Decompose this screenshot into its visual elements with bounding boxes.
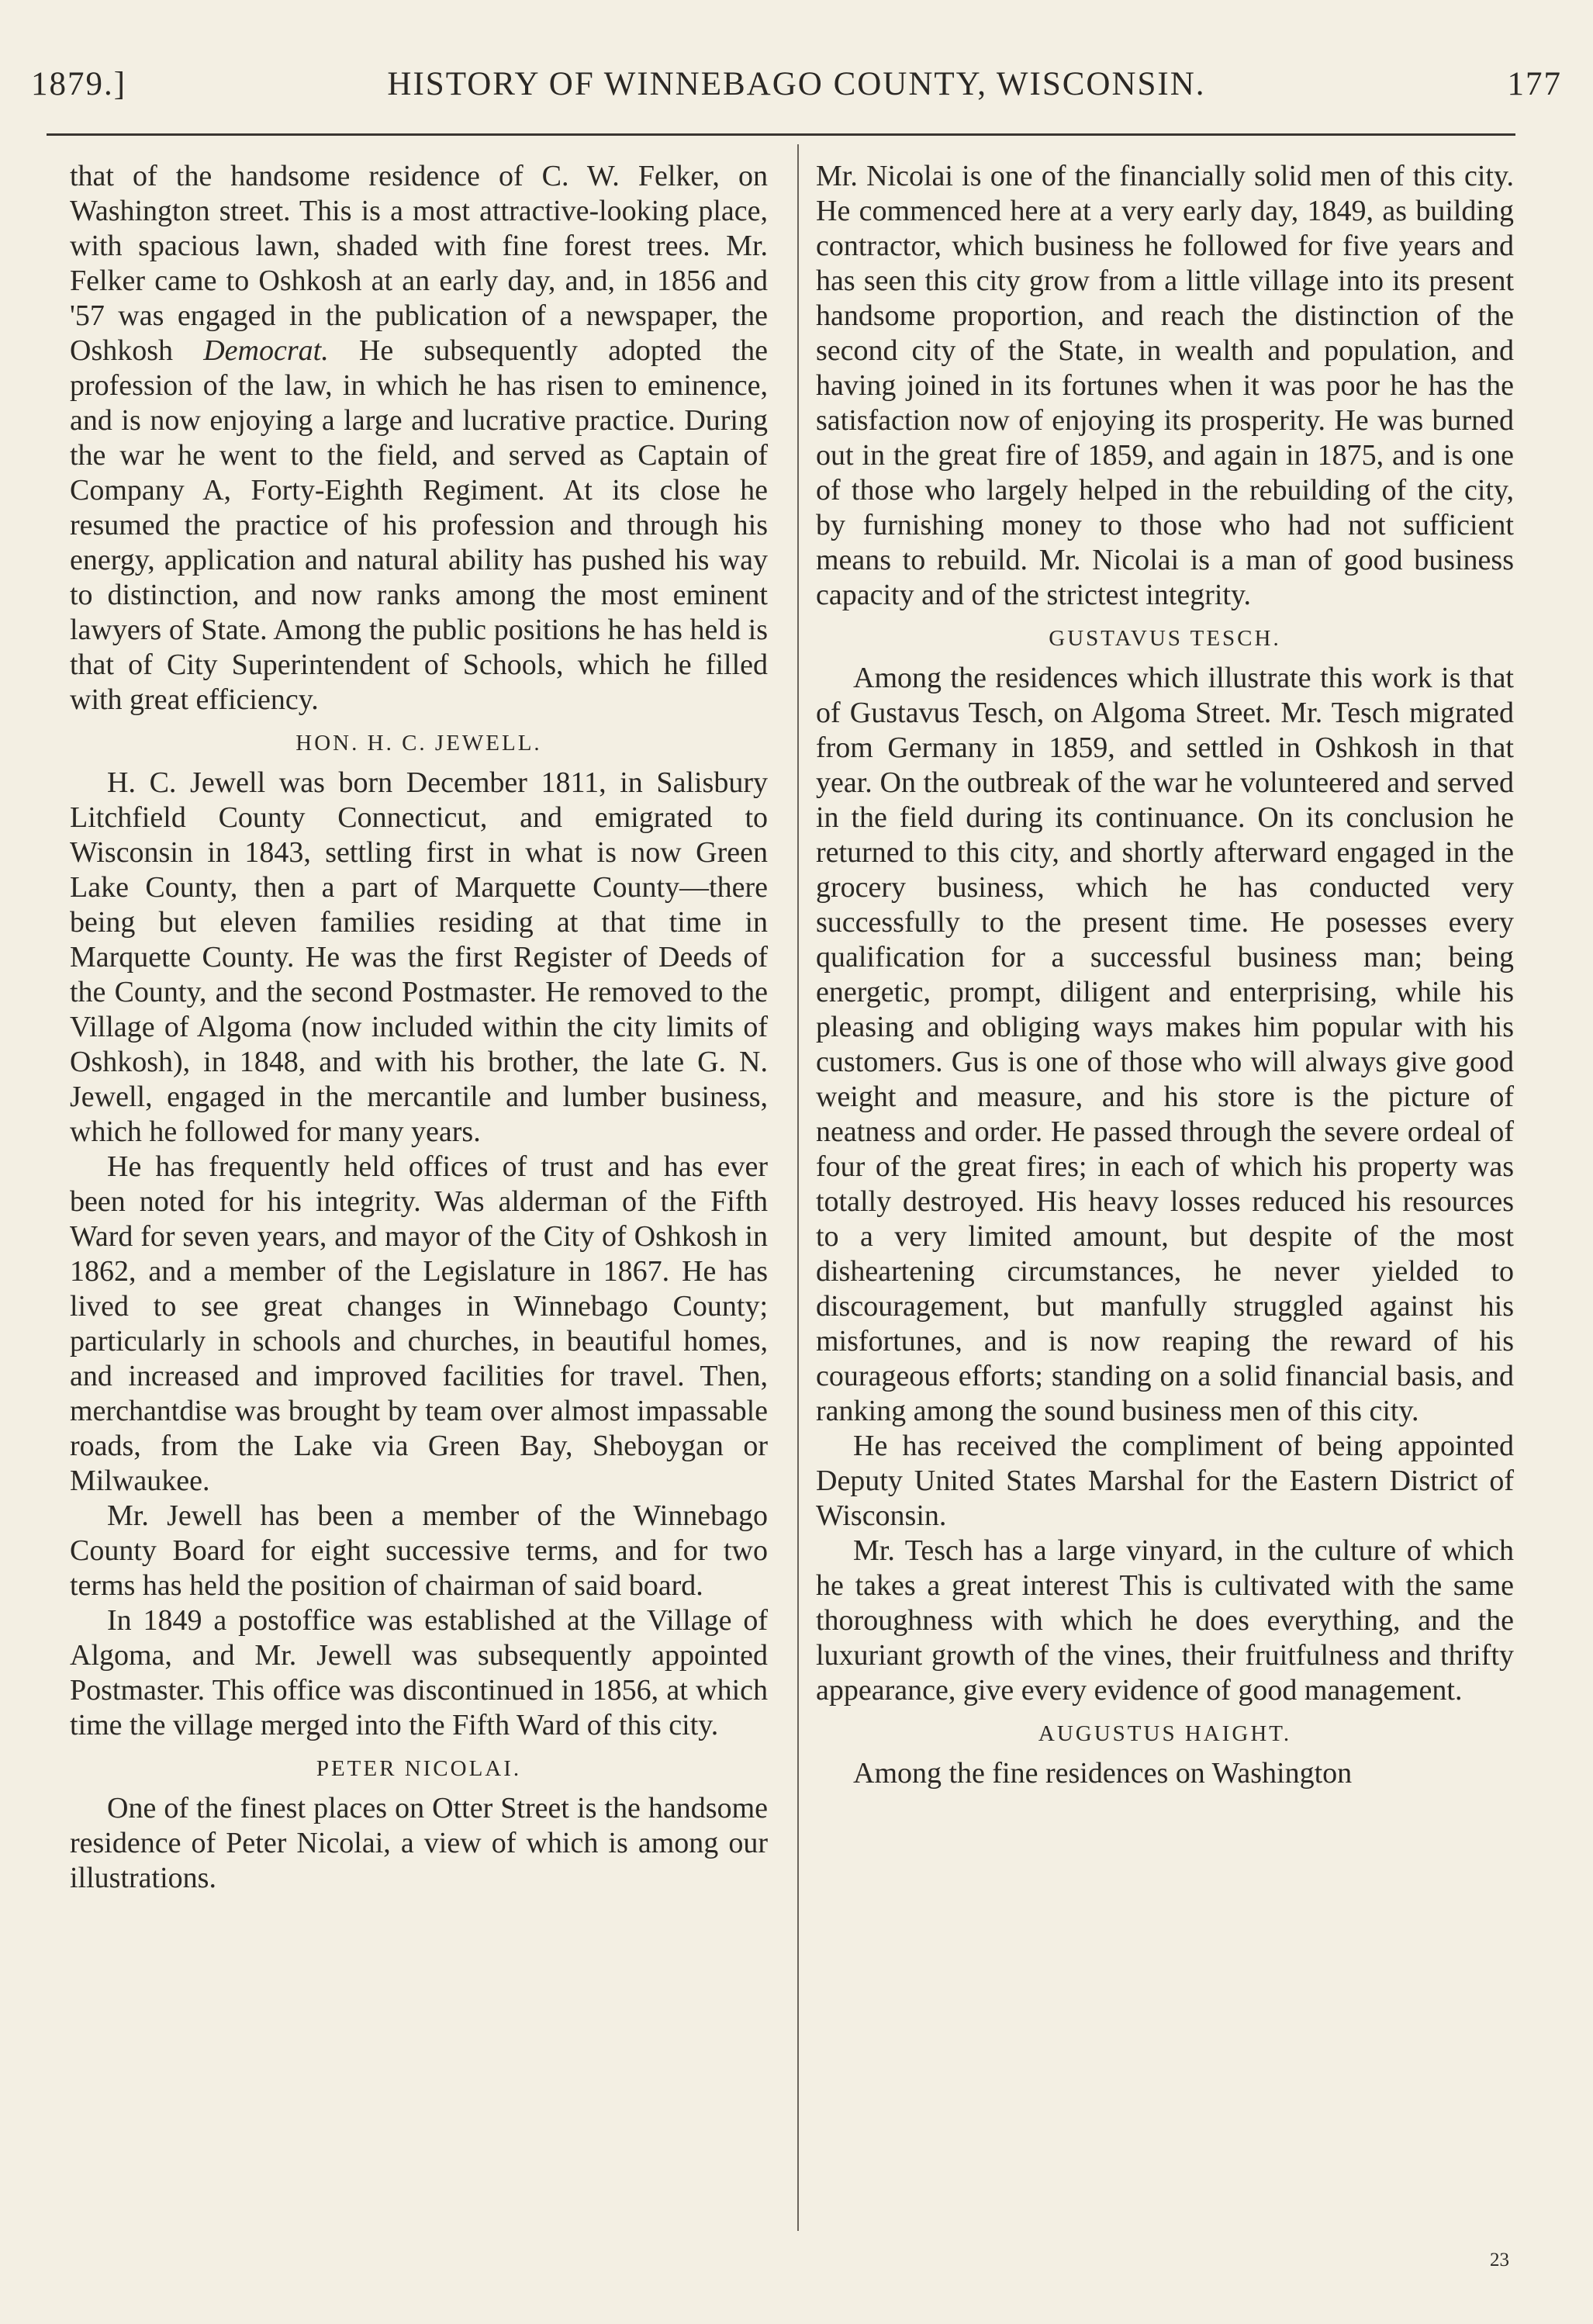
newspaper-title: Democrat.: [203, 334, 329, 367]
felker-paragraph: that of the handsome residence of C. W. Felker, on Washington street. This is a most attractive-looking place, with spacious lawn, shaded with fine forest trees. Mr. Felker came to Oshkosh at an early day, and, in 1856 and '57 was engaged in the publication of a newspaper, the Oshkosh Democrat. He subsequently adopted the profession of the law, in which he has risen to eminence, and is now enjoying a large and lucrative practice. During the war he went to the field, and served as Captain of Company A, Forty-Eighth Regiment. At its close he resumed the practice of his profession and through his energy, application and natural ability has pushed his way to distinction, and now ranks among the most eminent lawyers of State. Among the public positions he has held is that of City Superintendent of Schools, which he filled with great efficiency.: [70, 160, 768, 716]
jewell-paragraph-2: He has frequently held offices of trust and has ever been noted for his integrity. Was alderman of the Fifth Ward for seven years, and mayor of the City of Oshkosh in 1862, and a member of the Legislature in 1867. He has lived to see great changes in Winnebago County; particularly in schools and churches, in beautiful homes, and increased and improved facilities for travel. Then, merchantdise was brought by team over almost impassable roads, from the Lake via Green Bay, Sheboygan or Milwaukee.: [70, 1150, 768, 1497]
column-divider: [797, 144, 799, 2231]
section-heading-tesch: GUSTAVUS TESCH.: [1049, 626, 1281, 651]
header-rule: [47, 133, 1515, 136]
jewell-paragraph-3: Mr. Jewell has been a member of the Winnebago County Board for eight successive terms, and for two terms has held the position of chairman of said board.: [70, 1499, 768, 1602]
header-title: HISTORY OF WINNEBAGO COUNTY, WISCONSIN.: [387, 66, 1206, 102]
header-year: 1879.]: [31, 66, 127, 102]
running-head: [31, 65, 1562, 112]
tesch-paragraph-3: Mr. Tesch has a large vinyard, in the culture of which he takes a great interest This is cultivated with the same thoroughness with which he does everything, and the luxuriant growth of the vines, their fruitfulness and thrifty appearance, give every evidence of good management.: [816, 1534, 1514, 1707]
jewell-paragraph-4: In 1849 a postoffice was established at the Village of Algoma, and Mr. Jewell was subsequently appointed Postmaster. This office was discontinued in 1856, at which time the village merged into the Fifth Ward of this city.: [70, 1604, 768, 1741]
section-heading-haight: AUGUSTUS HAIGHT.: [1038, 1721, 1292, 1746]
haight-paragraph-1: Among the fine residences on Washington: [853, 1757, 1353, 1790]
section-heading-jewell: HON. H. C. JEWELL.: [295, 731, 542, 756]
right-column: [816, 159, 1514, 1791]
left-column: [70, 159, 768, 1896]
tesch-paragraph-1: Among the residences which illustrate this work is that of Gustavus Tesch, on Algoma Street. Mr. Tesch migrated from Germany in 1859, and settled in Oshkosh in that year. On the outbreak of the war he volunteered and served in the field during its continuance. On its conclusion he returned to this city, and shortly afterward engaged in the grocery business, which he has conducted very successfully to the present time. He posesses every qualification for a successful business man; being energetic, prompt, diligent and enterprising, while his pleasing and obliging ways makes him popular with his customers. Gus is one of those who will always give good weight and measure, and his store is the picture of neatness and order. He passed through the severe ordeal of four of the great fires; in each of which his property was totally destroyed. His heavy losses reduced his resources to a very limited amount, but despite of the most disheartening circumstances, he never yielded to discouragement, but manfully struggled against his misfortunes, and is now reaping the reward of his courageous efforts; standing on a solid financial basis, and ranking among the sound business men of this city.: [816, 662, 1514, 1427]
jewell-paragraph-1: H. C. Jewell was born December 1811, in Salisbury Litchfield County Connecticut, and emigrated to Wisconsin in 1843, settling first in what is now Green Lake County, then a part of Marquette County—there being but eleven families residing at that time in Marquette County. He was the first Register of Deeds of the County, and the second Postmaster. He removed to the Village of Algoma (now included within the city limits of Oshkosh), in 1848, and with his brother, the late G. N. Jewell, engaged in the mercantile and lumber business, which he followed for many years.: [70, 766, 768, 1148]
nicolai-paragraph-1: One of the finest places on Otter Street is the handsome residence of Peter Nicolai, a view of which is among our illustrations.: [70, 1792, 768, 1894]
nicolai-paragraph-2: Mr. Nicolai is one of the financially solid men of this city. He commenced here at a very early day, 1849, as building contractor, which business he followed for five years and has seen this city grow from a little village into its present handsome proportion, and reach the distinction of the second city of the State, in wealth and population, and having joined in its fortunes when it was poor he has the satisfaction now of enjoying its prosperity. He was burned out in the great fire of 1859, and again in 1875, and is one of those who largely helped in the rebuilding of the city, by furnishing money to those who had not sufficient means to rebuild. Mr. Nicolai is a man of good business capacity and of the strictest integrity.: [816, 160, 1514, 611]
page-number: 177: [1507, 66, 1562, 102]
signature-mark: 23: [1490, 2250, 1509, 2270]
tesch-paragraph-2: He has received the compliment of being appointed Deputy United States Marshal for the Eastern District of Wisconsin.: [816, 1430, 1514, 1532]
section-heading-nicolai: PETER NICOLAI.: [316, 1756, 522, 1781]
